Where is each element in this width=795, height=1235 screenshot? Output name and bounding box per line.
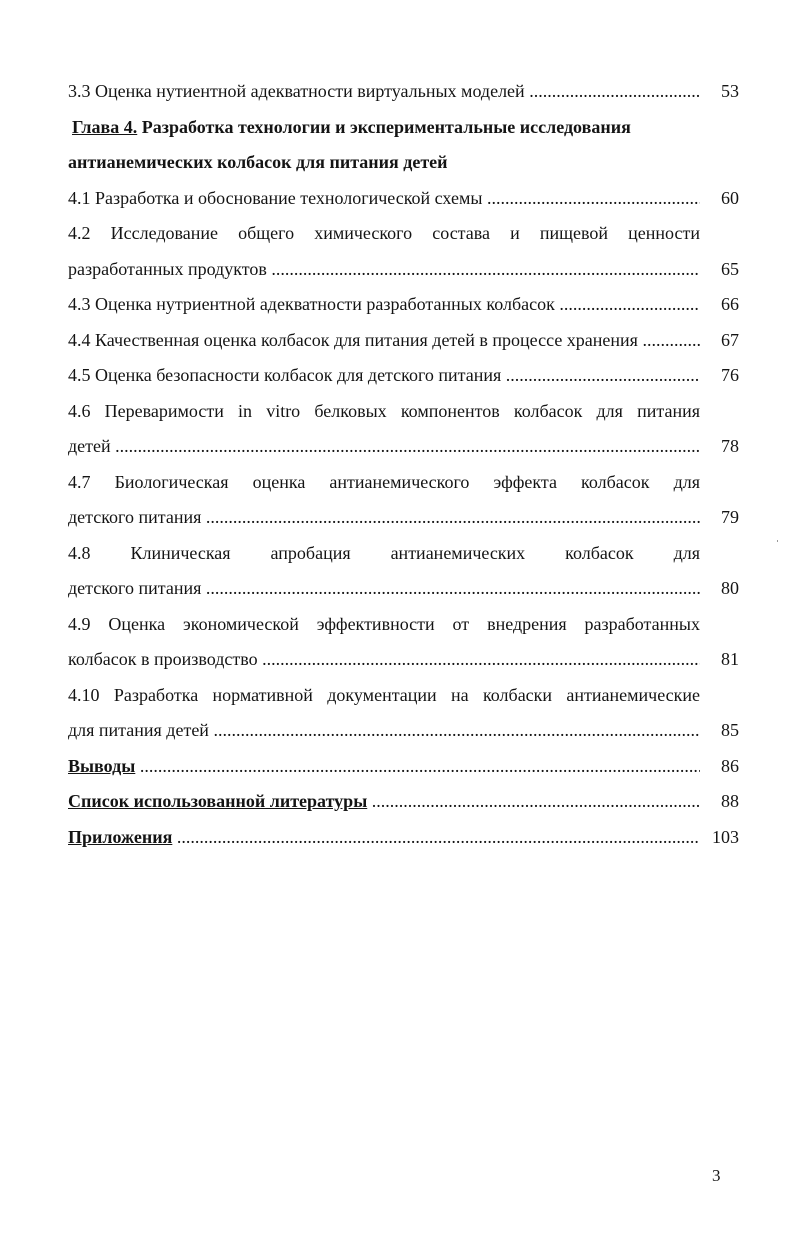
toc-entry-4-5: [68, 358, 744, 394]
toc-page-number: 66: [721, 294, 739, 314]
chapter-4-title-line2: антианемических колбасок для питания детей: [68, 152, 448, 172]
toc-conclusions: [68, 749, 744, 785]
toc-page-number: 79: [721, 507, 739, 527]
toc-entry-text: 4.4 Качественная оценка колбасок для питания детей в процессе хранения .....: [68, 323, 700, 359]
toc-entry-4-3: [68, 287, 744, 323]
toc-references: [68, 784, 744, 820]
toc-entry-text: детского питания .....: [68, 571, 700, 607]
appendices-title: Приложения: [68, 826, 173, 847]
conclusions-title: Выводы: [68, 755, 136, 776]
page-number: 3: [712, 1166, 721, 1185]
toc-page-number: 88: [721, 791, 739, 811]
toc-page-number: 86: [721, 755, 739, 776]
toc-page-number: 60: [721, 187, 739, 208]
toc-entry-text: 4.1 Разработка и обоснование технологической схемы .....: [68, 181, 700, 217]
toc-page-number: 53: [721, 81, 739, 101]
toc-entry-4-9: [68, 642, 744, 678]
toc-entry-4-7-line1: 4.7 Биологическая оценка антианемического эффекта колбасок для: [68, 471, 700, 492]
table-of-contents: [68, 74, 744, 855]
toc-entry-4-8-line1: 4.8 Клиническая апробация антианемических колбасок для: [68, 542, 700, 563]
toc-entry-text: детей .....: [68, 429, 700, 465]
toc-entry-text: 4.5 Оценка безопасности колбасок для детского питания .....: [68, 358, 700, 394]
toc-page-number: 78: [721, 436, 739, 456]
toc-appendices: [68, 820, 744, 856]
toc-entry-text: разработанных продуктов .....: [68, 252, 700, 288]
toc-entry-4-1: [68, 181, 744, 217]
scan-speck: [777, 540, 778, 542]
toc-entry-4-4: [68, 323, 744, 359]
toc-entry-4-6: [68, 429, 744, 465]
references-title: Список использованной литературы: [68, 791, 368, 811]
toc-entry-text: для питания детей .....: [68, 713, 700, 749]
toc-entry-text: колбасок в производство .....: [68, 642, 700, 678]
chapter-4-heading: [68, 110, 708, 146]
toc-entry-text: детского питания .....: [68, 500, 700, 536]
toc-page-number: 81: [721, 649, 739, 669]
toc-page-number: 80: [721, 578, 739, 598]
toc-page-number: 103: [712, 826, 739, 847]
toc-entry-3-3: [68, 74, 744, 110]
toc-entry-4-7: [68, 500, 744, 536]
toc-page-number: 76: [721, 365, 739, 385]
toc-entry-text: 4.3 Оценка нутриентной адекватности разработанных колбасок .....: [68, 287, 700, 323]
chapter-4-heading-cont: [68, 145, 704, 181]
chapter-4-label: Глава 4.: [72, 116, 138, 137]
chapter-4-title-line1: Разработка технологии и экспериментальные исследования: [137, 116, 631, 137]
toc-entry-4-10-line1: 4.10 Разработка нормативной документации на колбаски антианемические: [68, 684, 700, 705]
toc-page-number: 65: [721, 258, 739, 279]
toc-entry-4-10: [68, 713, 744, 749]
toc-entry-text: 3.3 Оценка нутиентной адекватности виртуальных моделей .....: [68, 74, 700, 110]
toc-page-number: 67: [721, 329, 739, 350]
toc-entry-4-6-line1: 4.6 Переваримости in vitro белковых компонентов колбасок для питания: [68, 400, 700, 421]
toc-entry-4-8: [68, 571, 744, 607]
toc-entry-4-9-line1: 4.9 Оценка экономической эффективности от внедрения разработанных: [68, 613, 700, 634]
toc-page-number: 85: [721, 720, 739, 740]
toc-entry-4-2: [68, 252, 744, 288]
toc-entry-4-2-line1: 4.2 Исследование общего химического состава и пищевой ценности: [68, 223, 700, 243]
